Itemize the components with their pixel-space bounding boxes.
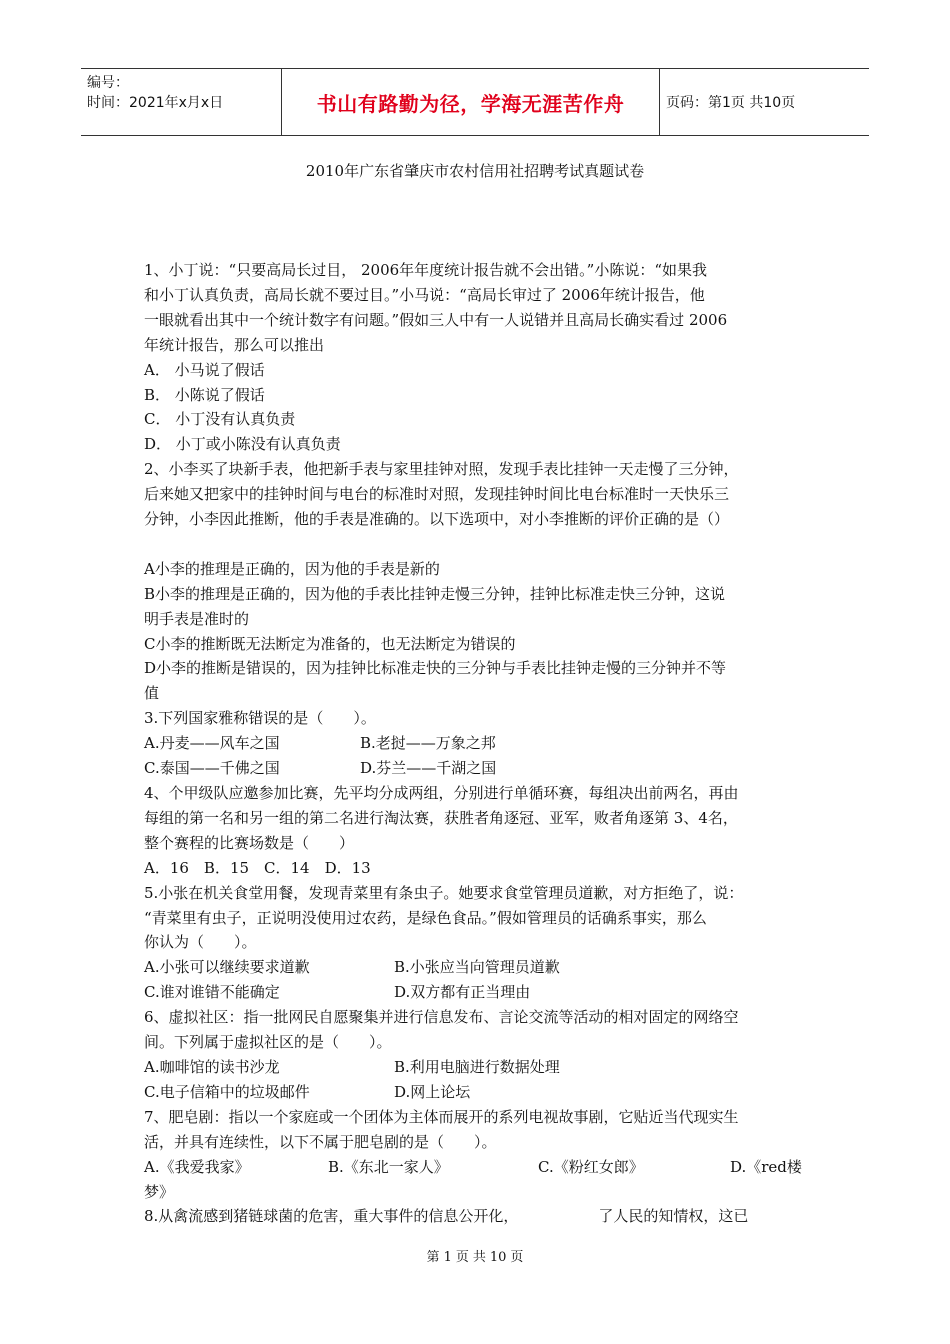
header-motto: 书山有路勤为径，学海无涯苦作舟 <box>282 69 660 135</box>
q5-line: “青菜里有虫子，正说明没使用过农药，是绿色食品。”假如管理员的话确系事实，那么 <box>144 908 707 927</box>
footer-ye: 页 <box>455 1250 469 1265</box>
q7-option-continuation: 梦》 <box>144 1182 175 1201</box>
page-header <box>81 68 869 136</box>
q3-option-c: C.泰国——千佛之国 <box>144 759 280 778</box>
q6-option-a: A.咖啡馆的读书沙龙 <box>144 1057 280 1076</box>
q2-option: 值 <box>144 684 160 703</box>
q1-line: 一眼就看出其中一个统计数字有问题。”假如三人中有一人说错并且高局长确实看过 2006 <box>144 310 728 329</box>
q3-option-d: D.芬兰——千湖之国 <box>360 759 497 778</box>
q5-option-row <box>144 980 808 1005</box>
q7-option-a: A.《我爱我家》 <box>144 1157 250 1176</box>
q5-option-a: A.小张可以继续要求道歉 <box>144 958 310 977</box>
q2-option: D小李的推断是错误的，因为挂钟比标准走快的三分钟与手表比挂钟走慢的三分钟并不等 <box>144 659 727 678</box>
footer-page-number: 1 <box>443 1250 452 1265</box>
page-footer <box>0 1246 950 1265</box>
q1-line: 1、小丁说：“只要高局长过目， 2006年年度统计报告就不会出错。”小陈说：“如果我 <box>144 261 707 279</box>
q4-line: 4、个甲级队应邀参加比赛，先平均分成两组，分别进行单循环赛，每组决出前两名，再由 <box>144 784 739 803</box>
q6-option-c: C.电子信箱中的垃圾邮件 <box>144 1082 310 1101</box>
q5-line: 你认为（ ）。 <box>144 933 257 952</box>
q3-option-a: A.丹麦——风车之国 <box>144 734 280 753</box>
q1-option: D． 小丁或小陈没有认真负责 <box>144 435 341 454</box>
time-label: 时间：2021年x月x日 <box>87 95 224 111</box>
q2-line: 后来她又把家中的挂钟时间与电台的标准时对照，发现挂钟时间比电台标准时一天快乐三 <box>144 485 730 504</box>
q2-option: 明手表是准时的 <box>144 609 250 628</box>
q6-option-row <box>144 1080 808 1105</box>
q6-line: 6、虚拟社区：指一批网民自愿聚集并进行信息发布、言论交流等活动的相对固定的网络空 <box>144 1008 739 1027</box>
footer-di: 第 <box>426 1250 440 1265</box>
q6-option-row <box>144 1055 808 1080</box>
header-meta <box>81 69 282 135</box>
header-page-info: 页码：第1页 共10页 <box>666 95 796 111</box>
q1-option: B． 小陈说了假话 <box>144 385 265 404</box>
q6-option-b: B.利用电脑进行数据处理 <box>394 1057 560 1076</box>
document-body <box>144 258 808 1229</box>
q2-option: A小李的推理是正确的，因为他的手表是新的 <box>144 559 440 578</box>
q2-option: B小李的推理是正确的，因为他的手表比挂钟走慢三分钟，挂钟比标准走快三分钟，这说 <box>144 584 726 603</box>
q4-options: A．16 B．15 C．14 D．13 <box>144 858 371 877</box>
q8-line-start: 8.从禽流感到猪链球菌的危害，重大事件的信息公开化， <box>144 1207 519 1226</box>
q6-option-d: D.网上论坛 <box>394 1082 471 1101</box>
q7-option-d: D.《red楼 <box>730 1157 802 1176</box>
q7-option-row <box>144 1155 808 1180</box>
q5-option-b: B.小张应当向管理员道歉 <box>394 958 560 977</box>
q5-option-row <box>144 955 808 980</box>
footer-gong: 共 <box>472 1250 486 1265</box>
q5-option-d: D.双方都有正当理由 <box>394 983 531 1002</box>
q7-line: 活，并具有连续性，以下不属于肥皂剧的是（ ）。 <box>144 1132 497 1151</box>
q2-option: C小李的推断既无法断定为准备的，也无法断定为错误的 <box>144 634 516 653</box>
q1-line: 年统计报告，那么可以推出 <box>144 335 325 354</box>
q2-line: 2、小李买了块新手表，他把新手表与家里挂钟对照，发现手表比挂钟一天走慢了三分钟， <box>144 460 739 479</box>
q2-line: 分钟，小李因此推断，他的手表是准确的。以下选项中，对小李推断的评价正确的是（） <box>144 510 730 529</box>
blank-line <box>144 532 808 557</box>
q3-option-row <box>144 756 808 781</box>
q1-option: C． 小丁没有认真负责 <box>144 410 296 429</box>
footer-total-pages: 10 <box>489 1250 507 1265</box>
q5-option-c: C.谁对谁错不能确定 <box>144 983 280 1002</box>
q3-option-b: B.老挝——万象之邦 <box>360 734 496 753</box>
q4-line: 整个赛程的比赛场数是（ ） <box>144 833 355 852</box>
document-title: 2010年广东省肇庆市农村信用社招聘考试真题试卷 <box>305 162 645 180</box>
q4-line: 每组的第一名和另一组的第二名进行淘汰赛，获胜者角逐冠、亚军，败者角逐第 3、4名， <box>144 808 738 827</box>
q7-line: 7、肥皂剧：指以一个家庭或一个团体为主体而展开的系列电视故事剧，它贴近当代现实生 <box>144 1107 739 1126</box>
q8-line <box>144 1204 808 1229</box>
q6-line: 间。下列属于虚拟社区的是（ ）。 <box>144 1033 392 1052</box>
q7-option-b: B.《东北一家人》 <box>328 1157 449 1176</box>
q1-option: A． 小马说了假话 <box>144 360 265 379</box>
footer-ye: 页 <box>510 1250 524 1265</box>
q8-line-end: 了人民的知情权，这已 <box>598 1207 749 1226</box>
q1-line: 和小丁认真负责，高局长就不要过目。”小马说：“高局长审过了 2006年统计报告，他 <box>144 285 705 304</box>
q3-option-row <box>144 731 808 756</box>
q3-stem: 3.下列国家雅称错误的是（ ）。 <box>144 709 376 728</box>
number-label: 编号： <box>87 75 129 91</box>
q7-option-c: C.《粉红女郎》 <box>538 1157 644 1176</box>
q5-line: 5.小张在机关食堂用餐，发现青菜里有条虫子。她要求食堂管理员道歉，对方拒绝了，说： <box>144 883 744 902</box>
